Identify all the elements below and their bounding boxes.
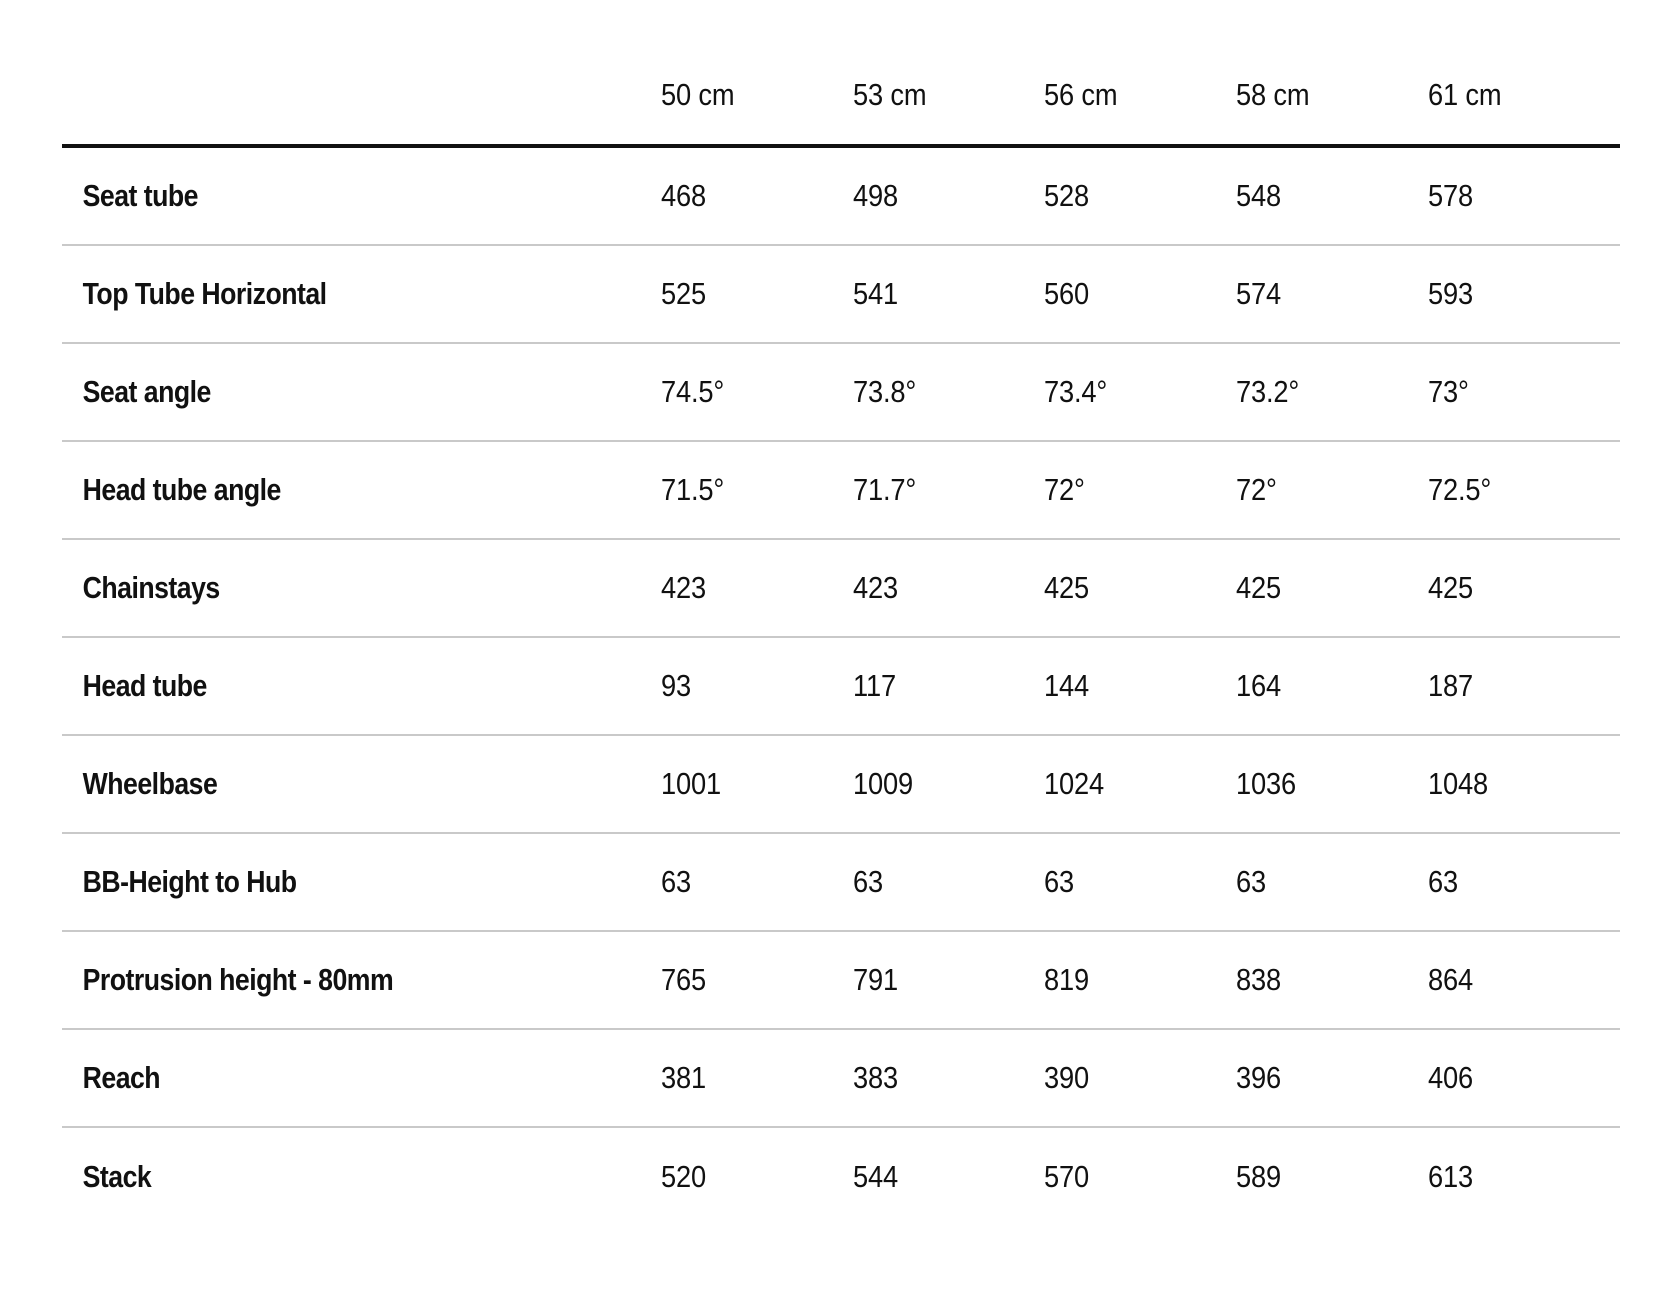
table-cell: 73° [1428, 374, 1469, 409]
table-row [62, 1128, 1620, 1226]
table-row [62, 344, 1620, 442]
table-cell: 613 [1428, 1159, 1474, 1194]
geometry-table [62, 40, 1620, 1226]
table-cell: 525 [660, 276, 706, 311]
table-cell: 63 [1044, 864, 1075, 899]
table-cell: 864 [1428, 962, 1474, 997]
row-label: Head tube angle [82, 472, 281, 507]
table-cell: 73.2° [1236, 374, 1300, 409]
table-cell: 765 [660, 962, 706, 997]
table-cell: 819 [1044, 962, 1090, 997]
table-row [62, 540, 1620, 638]
table-cell: 71.7° [852, 472, 916, 507]
table-cell: 1009 [852, 766, 913, 801]
table-cell: 425 [1044, 570, 1090, 605]
table-cell: 73.8° [852, 374, 916, 409]
table-cell: 578 [1428, 178, 1474, 213]
table-cell: 390 [1044, 1060, 1090, 1095]
table-cell: 593 [1428, 276, 1474, 311]
table-cell: 520 [660, 1159, 706, 1194]
table-cell: 574 [1236, 276, 1282, 311]
table-header [62, 40, 1620, 148]
row-label: Reach [82, 1060, 161, 1095]
row-label: Protrusion height - 80mm [82, 962, 394, 997]
table-cell: 425 [1428, 570, 1474, 605]
table-cell: 423 [660, 570, 706, 605]
table-row [62, 148, 1620, 246]
table-cell: 425 [1236, 570, 1282, 605]
table-cell: 71.5° [660, 472, 724, 507]
table-cell: 548 [1236, 178, 1282, 213]
table-cell: 468 [660, 178, 706, 213]
table-cell: 570 [1044, 1159, 1090, 1194]
table-cell: 1036 [1236, 766, 1297, 801]
table-cell: 164 [1236, 668, 1282, 703]
table-cell: 528 [1044, 178, 1090, 213]
table-cell: 381 [660, 1060, 706, 1095]
column-header: 53 cm [852, 77, 926, 112]
table-cell: 544 [852, 1159, 898, 1194]
table-cell: 72° [1044, 472, 1086, 507]
table-row [62, 638, 1620, 736]
table-cell: 541 [852, 276, 898, 311]
table-cell: 117 [852, 668, 896, 703]
table-cell: 187 [1428, 668, 1474, 703]
row-label: Head tube [82, 668, 207, 703]
table-cell: 1048 [1428, 766, 1489, 801]
table-cell: 73.4° [1044, 374, 1108, 409]
table-cell: 63 [660, 864, 691, 899]
table-cell: 838 [1236, 962, 1282, 997]
column-header: 61 cm [1428, 77, 1502, 112]
table-cell: 498 [852, 178, 898, 213]
table-row [62, 932, 1620, 1030]
column-header: 56 cm [1044, 77, 1118, 112]
table-cell: 72° [1236, 472, 1277, 507]
table-cell: 74.5° [660, 374, 724, 409]
row-label: BB-Height to Hub [82, 864, 297, 899]
column-header: 50 cm [660, 77, 735, 112]
table-row [62, 834, 1620, 932]
table-row [62, 442, 1620, 540]
table-cell: 72.5° [1428, 472, 1492, 507]
row-label: Chainstays [82, 570, 220, 605]
table-cell: 63 [1236, 864, 1267, 899]
table-row [62, 246, 1620, 344]
table-row [62, 1030, 1620, 1128]
row-label: Seat angle [82, 374, 211, 409]
table-cell: 383 [852, 1060, 898, 1095]
table-cell: 423 [852, 570, 898, 605]
table-cell: 63 [1428, 864, 1459, 899]
table-cell: 93 [660, 668, 691, 703]
table-row [62, 736, 1620, 834]
row-label: Wheelbase [82, 766, 218, 801]
column-header: 58 cm [1236, 77, 1310, 112]
table-cell: 791 [852, 962, 898, 997]
table-cell: 396 [1236, 1060, 1282, 1095]
row-label: Top Tube Horizontal [82, 276, 327, 311]
row-label: Stack [82, 1159, 152, 1194]
table-cell: 406 [1428, 1060, 1474, 1095]
table-cell: 144 [1044, 668, 1090, 703]
row-label: Seat tube [82, 178, 199, 213]
table-cell: 589 [1236, 1159, 1282, 1194]
table-cell: 63 [852, 864, 883, 899]
table-cell: 560 [1044, 276, 1090, 311]
table-cell: 1024 [1044, 766, 1105, 801]
table-cell: 1001 [660, 766, 721, 801]
